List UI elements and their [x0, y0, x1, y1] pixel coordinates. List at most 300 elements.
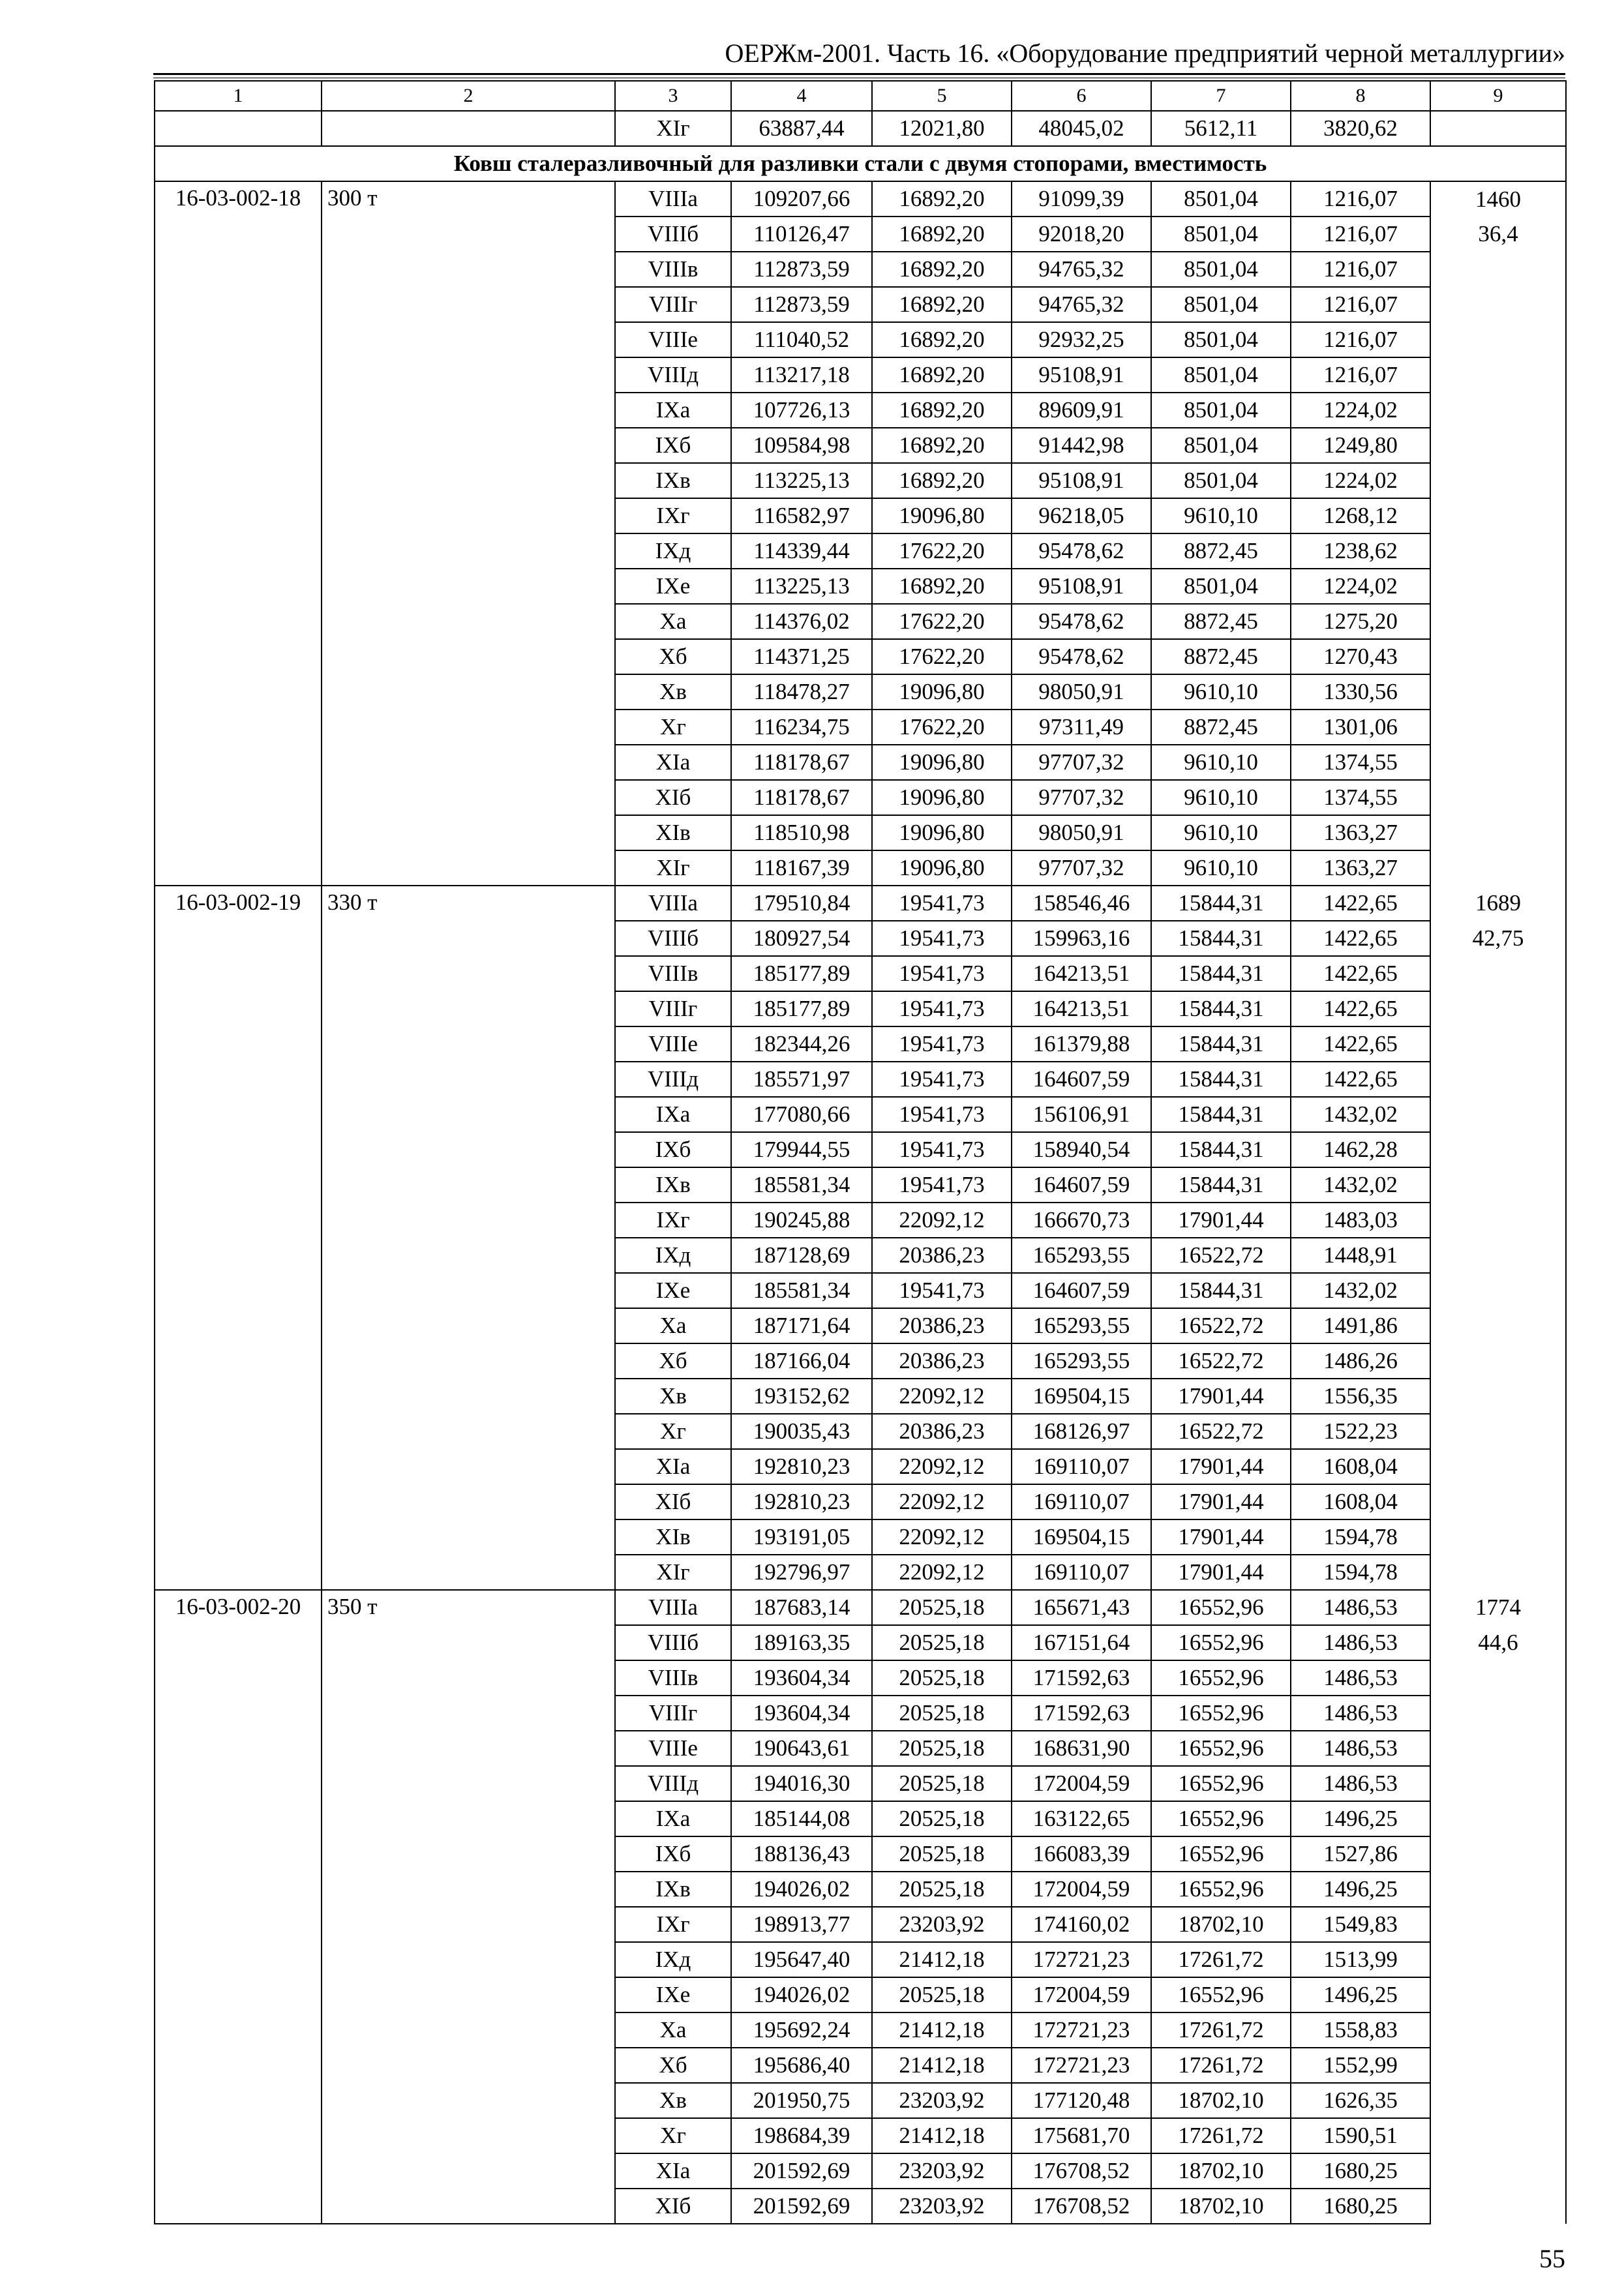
- region-cell: Xг: [615, 710, 731, 745]
- value-cell: 17622,20: [872, 710, 1012, 745]
- value-cell: 201950,75: [731, 2083, 872, 2118]
- value-cell: 16552,96: [1151, 1766, 1291, 1801]
- region-cell: VIIIе: [615, 1026, 731, 1062]
- region-cell: VIIIе: [615, 322, 731, 357]
- region-cell: Xб: [615, 639, 731, 674]
- value-cell: 158940,54: [1012, 1132, 1151, 1167]
- value-cell: 19096,80: [872, 745, 1012, 780]
- value-cell: 17261,72: [1151, 2118, 1291, 2153]
- value-cell: 167151,64: [1012, 1625, 1151, 1660]
- column-number-cell: 7: [1151, 81, 1291, 111]
- col9-cell: [1430, 1238, 1566, 1273]
- value-cell: 17261,72: [1151, 2012, 1291, 2048]
- value-cell: 15844,31: [1151, 1062, 1291, 1097]
- region-cell: IXв: [615, 1167, 731, 1203]
- col9-cell: [1430, 2048, 1566, 2083]
- value-cell: 8501,04: [1151, 252, 1291, 287]
- value-cell: 17622,20: [872, 639, 1012, 674]
- value-cell: 48045,02: [1012, 111, 1151, 146]
- value-cell: 19541,73: [872, 1273, 1012, 1308]
- region-cell: Xг: [615, 2118, 731, 2153]
- region-cell: IXе: [615, 569, 731, 604]
- col9-cell: [1430, 463, 1566, 498]
- value-cell: 8501,04: [1151, 428, 1291, 463]
- value-cell: 1432,02: [1291, 1097, 1430, 1132]
- value-cell: 165293,55: [1012, 1343, 1151, 1379]
- value-cell: 17901,44: [1151, 1379, 1291, 1414]
- col9-cell: [1430, 1203, 1566, 1238]
- value-cell: 1270,43: [1291, 639, 1430, 674]
- column-number-cell: 2: [322, 81, 615, 111]
- col9-cell: [1430, 604, 1566, 639]
- value-cell: 185177,89: [731, 991, 872, 1026]
- value-cell: 1558,83: [1291, 2012, 1430, 2048]
- region-cell: XIв: [615, 1519, 731, 1555]
- value-cell: 8501,04: [1151, 357, 1291, 393]
- value-cell: 113225,13: [731, 569, 872, 604]
- region-cell: Xа: [615, 604, 731, 639]
- region-cell: XIг: [615, 850, 731, 886]
- col9-cell: [1430, 1414, 1566, 1449]
- value-cell: 16892,20: [872, 463, 1012, 498]
- column-number-row: [155, 81, 1566, 111]
- value-cell: 176708,52: [1012, 2153, 1151, 2189]
- value-cell: 1680,25: [1291, 2189, 1430, 2224]
- value-cell: 194016,30: [731, 1766, 872, 1801]
- value-cell: 1608,04: [1291, 1449, 1430, 1484]
- region-cell: VIIIа: [615, 1590, 731, 1625]
- value-cell: 96218,05: [1012, 498, 1151, 533]
- value-cell: 1363,27: [1291, 850, 1430, 886]
- col9-cell: [1430, 1731, 1566, 1766]
- value-cell: 17622,20: [872, 604, 1012, 639]
- value-cell: 1486,53: [1291, 1590, 1430, 1625]
- value-cell: 159963,16: [1012, 921, 1151, 956]
- value-cell: 1422,65: [1291, 1062, 1430, 1097]
- value-cell: 19541,73: [872, 1062, 1012, 1097]
- value-cell: 114371,25: [731, 639, 872, 674]
- value-cell: 15844,31: [1151, 1097, 1291, 1132]
- col9-cell: [1430, 991, 1566, 1026]
- value-cell: 1301,06: [1291, 710, 1430, 745]
- value-cell: 19096,80: [872, 815, 1012, 850]
- value-cell: 1216,07: [1291, 252, 1430, 287]
- table-row: [155, 886, 1566, 921]
- value-cell: 18702,10: [1151, 2083, 1291, 2118]
- value-cell: 98050,91: [1012, 815, 1151, 850]
- value-cell: 118478,27: [731, 674, 872, 710]
- table-row: [155, 1590, 1566, 1625]
- value-cell: 16892,20: [872, 569, 1012, 604]
- value-cell: 113217,18: [731, 357, 872, 393]
- value-cell: 19541,73: [872, 991, 1012, 1026]
- value-cell: 9610,10: [1151, 745, 1291, 780]
- value-cell: 1522,23: [1291, 1414, 1430, 1449]
- col9-cell: [1430, 1519, 1566, 1555]
- value-cell: 20525,18: [872, 1872, 1012, 1907]
- col9-cell: [1430, 1942, 1566, 1977]
- value-cell: 107726,13: [731, 393, 872, 428]
- value-cell: 20525,18: [872, 1801, 1012, 1836]
- value-cell: 16892,20: [872, 428, 1012, 463]
- column-number-cell: 3: [615, 81, 731, 111]
- value-cell: 18702,10: [1151, 1907, 1291, 1942]
- value-cell: 1432,02: [1291, 1167, 1430, 1203]
- col9-cell: [1430, 815, 1566, 850]
- value-cell: 97707,32: [1012, 780, 1151, 815]
- value-cell: 185581,34: [731, 1273, 872, 1308]
- region-cell: XIб: [615, 2189, 731, 2224]
- value-cell: 166083,39: [1012, 1836, 1151, 1872]
- value-cell: 16552,96: [1151, 1731, 1291, 1766]
- value-cell: 174160,02: [1012, 1907, 1151, 1942]
- value-cell: 21412,18: [872, 2118, 1012, 2153]
- value-cell: 22092,12: [872, 1555, 1012, 1590]
- value-cell: 22092,12: [872, 1379, 1012, 1414]
- col9-cell: [1430, 1308, 1566, 1343]
- column-number-cell: 1: [155, 81, 322, 111]
- col9-cell: [1430, 533, 1566, 569]
- section-title-row: [155, 146, 1566, 181]
- value-cell: 19096,80: [872, 674, 1012, 710]
- value-cell: 1496,25: [1291, 1801, 1430, 1836]
- value-cell: 1491,86: [1291, 1308, 1430, 1343]
- col9-cell: [1430, 322, 1566, 357]
- value-cell: 1486,53: [1291, 1625, 1430, 1660]
- value-cell: 180927,54: [731, 921, 872, 956]
- region-cell: IXг: [615, 498, 731, 533]
- value-cell: 116582,97: [731, 498, 872, 533]
- col9-cell: [1430, 1977, 1566, 2012]
- value-cell: 1422,65: [1291, 921, 1430, 956]
- value-cell: 94765,32: [1012, 287, 1151, 322]
- value-cell: 1216,07: [1291, 287, 1430, 322]
- value-cell: 1374,55: [1291, 780, 1430, 815]
- value-cell: 16552,96: [1151, 1660, 1291, 1696]
- value-cell: 1552,99: [1291, 2048, 1430, 2083]
- value-cell: 1680,25: [1291, 2153, 1430, 2189]
- value-cell: 172721,23: [1012, 2048, 1151, 2083]
- value-cell: 172004,59: [1012, 1766, 1151, 1801]
- value-cell: 15844,31: [1151, 886, 1291, 921]
- value-cell: 16552,96: [1151, 1836, 1291, 1872]
- value-cell: 1496,25: [1291, 1872, 1430, 1907]
- value-cell: 92018,20: [1012, 217, 1151, 252]
- value-cell: 163122,65: [1012, 1801, 1151, 1836]
- value-cell: 161379,88: [1012, 1026, 1151, 1062]
- value-cell: 15844,31: [1151, 1026, 1291, 1062]
- value-cell: 16892,20: [872, 217, 1012, 252]
- value-cell: 21412,18: [872, 2048, 1012, 2083]
- col9-cell: [1430, 956, 1566, 991]
- value-cell: 3820,62: [1291, 111, 1430, 146]
- value-cell: 17261,72: [1151, 2048, 1291, 2083]
- value-cell: 16552,96: [1151, 1625, 1291, 1660]
- value-cell: 164607,59: [1012, 1273, 1151, 1308]
- value-cell: 194026,02: [731, 1872, 872, 1907]
- value-cell: 1462,28: [1291, 1132, 1430, 1167]
- region-cell: VIIIд: [615, 357, 731, 393]
- value-cell: 22092,12: [872, 1203, 1012, 1238]
- region-cell: XIа: [615, 745, 731, 780]
- col9-cell: 1460: [1430, 181, 1566, 217]
- value-cell: 97707,32: [1012, 850, 1151, 886]
- value-cell: 16892,20: [872, 322, 1012, 357]
- value-cell: 17261,72: [1151, 1942, 1291, 1977]
- value-cell: 20525,18: [872, 1590, 1012, 1625]
- value-cell: 16522,72: [1151, 1308, 1291, 1343]
- item-code: 16-03-002-20: [155, 1590, 322, 2224]
- value-cell: 8872,45: [1151, 639, 1291, 674]
- region-cell: VIIIб: [615, 217, 731, 252]
- value-cell: 16892,20: [872, 287, 1012, 322]
- page-number: 55: [1539, 2244, 1565, 2273]
- value-cell: 118178,67: [731, 745, 872, 780]
- col9-cell: [1430, 1766, 1566, 1801]
- value-cell: 19096,80: [872, 780, 1012, 815]
- region-cell: IXв: [615, 463, 731, 498]
- value-cell: 21412,18: [872, 1942, 1012, 1977]
- col9-cell: [1430, 287, 1566, 322]
- value-cell: 15844,31: [1151, 956, 1291, 991]
- value-cell: 20525,18: [872, 1731, 1012, 1766]
- region-cell: IXе: [615, 1273, 731, 1308]
- col9-cell: [1430, 2153, 1566, 2189]
- value-cell: 1448,91: [1291, 1238, 1430, 1273]
- col9-cell: [1430, 2118, 1566, 2153]
- region-cell: IXа: [615, 1097, 731, 1132]
- value-cell: 20525,18: [872, 1977, 1012, 2012]
- value-cell: 15844,31: [1151, 1167, 1291, 1203]
- item-name: 350 т: [322, 1590, 615, 2224]
- value-cell: 110126,47: [731, 217, 872, 252]
- value-cell: 20386,23: [872, 1308, 1012, 1343]
- item-name: 300 т: [322, 181, 615, 886]
- region-cell: VIIIб: [615, 921, 731, 956]
- value-cell: 165293,55: [1012, 1238, 1151, 1273]
- value-cell: 187128,69: [731, 1238, 872, 1273]
- document-header: ОЕРЖм-2001. Часть 16. «Оборудование предприятий черной металлургии»: [725, 38, 1565, 68]
- region-cell: Xа: [615, 1308, 731, 1343]
- value-cell: 20525,18: [872, 1696, 1012, 1731]
- value-cell: 195686,40: [731, 2048, 872, 2083]
- value-cell: 1594,78: [1291, 1519, 1430, 1555]
- value-cell: 15844,31: [1151, 921, 1291, 956]
- value-cell: 9610,10: [1151, 815, 1291, 850]
- value-cell: 195647,40: [731, 1942, 872, 1977]
- value-cell: 16552,96: [1151, 1872, 1291, 1907]
- value-cell: 109584,98: [731, 428, 872, 463]
- region-cell: VIIIб: [615, 1625, 731, 1660]
- value-cell: 9610,10: [1151, 498, 1291, 533]
- region-cell: XIа: [615, 2153, 731, 2189]
- col9-cell: 36,4: [1430, 217, 1566, 252]
- value-cell: 1422,65: [1291, 956, 1430, 991]
- value-cell: 118510,98: [731, 815, 872, 850]
- value-cell: 16892,20: [872, 357, 1012, 393]
- value-cell: 16892,20: [872, 393, 1012, 428]
- value-cell: 166670,73: [1012, 1203, 1151, 1238]
- value-cell: 15844,31: [1151, 1273, 1291, 1308]
- value-cell: 192810,23: [731, 1484, 872, 1519]
- region-cell: VIIIа: [615, 886, 731, 921]
- region-cell: IXг: [615, 1203, 731, 1238]
- value-cell: 16552,96: [1151, 1590, 1291, 1625]
- value-cell: 1590,51: [1291, 2118, 1430, 2153]
- value-cell: 164607,59: [1012, 1167, 1151, 1203]
- value-cell: 1496,25: [1291, 1977, 1430, 2012]
- value-cell: 198913,77: [731, 1907, 872, 1942]
- region-cell: VIIIд: [615, 1062, 731, 1097]
- col9-cell: [1430, 428, 1566, 463]
- value-cell: 190643,61: [731, 1731, 872, 1766]
- value-cell: 19541,73: [872, 1026, 1012, 1062]
- value-cell: 12021,80: [872, 111, 1012, 146]
- value-cell: 20525,18: [872, 1625, 1012, 1660]
- value-cell: 1549,83: [1291, 1907, 1430, 1942]
- value-cell: 18702,10: [1151, 2153, 1291, 2189]
- region-cell: Xг: [615, 1414, 731, 1449]
- value-cell: 16522,72: [1151, 1343, 1291, 1379]
- region-cell: VIIIг: [615, 1696, 731, 1731]
- value-cell: 19541,73: [872, 1097, 1012, 1132]
- value-cell: 16552,96: [1151, 1801, 1291, 1836]
- value-cell: 187166,04: [731, 1343, 872, 1379]
- value-cell: 1224,02: [1291, 569, 1430, 604]
- value-cell: 20525,18: [872, 1836, 1012, 1872]
- region-cell: IXб: [615, 428, 731, 463]
- value-cell: 198684,39: [731, 2118, 872, 2153]
- value-cell: 17901,44: [1151, 1484, 1291, 1519]
- value-cell: 1275,20: [1291, 604, 1430, 639]
- value-cell: 95478,62: [1012, 639, 1151, 674]
- value-cell: 114339,44: [731, 533, 872, 569]
- value-cell: 190035,43: [731, 1414, 872, 1449]
- value-cell: 1626,35: [1291, 2083, 1430, 2118]
- value-cell: 1216,07: [1291, 357, 1430, 393]
- value-cell: XIг: [615, 111, 731, 146]
- region-cell: VIIIа: [615, 181, 731, 217]
- value-cell: 193604,34: [731, 1696, 872, 1731]
- col9-cell: [1430, 1801, 1566, 1836]
- value-cell: 23203,92: [872, 1907, 1012, 1942]
- value-cell: 193604,34: [731, 1660, 872, 1696]
- value-cell: 118167,39: [731, 850, 872, 886]
- region-cell: VIIIд: [615, 1766, 731, 1801]
- value-cell: 1216,07: [1291, 322, 1430, 357]
- col9-cell: [1430, 1132, 1566, 1167]
- value-cell: 97311,49: [1012, 710, 1151, 745]
- value-cell: 158546,46: [1012, 886, 1151, 921]
- value-cell: 193191,05: [731, 1519, 872, 1555]
- header-rule: [153, 73, 1565, 78]
- region-cell: IXд: [615, 1942, 731, 1977]
- value-cell: 185571,97: [731, 1062, 872, 1097]
- value-cell: 1486,26: [1291, 1343, 1430, 1379]
- value-cell: 201592,69: [731, 2153, 872, 2189]
- value-cell: 171592,63: [1012, 1696, 1151, 1731]
- section-title: Ковш сталеразливочный для разливки стали с двумя стопорами, вместимость: [155, 146, 1566, 181]
- table-row: [155, 111, 1566, 146]
- value-cell: 1432,02: [1291, 1273, 1430, 1308]
- value-cell: 169110,07: [1012, 1449, 1151, 1484]
- value-cell: 1486,53: [1291, 1731, 1430, 1766]
- column-number-cell: 8: [1291, 81, 1430, 111]
- value-cell: 164607,59: [1012, 1062, 1151, 1097]
- value-cell: 187683,14: [731, 1590, 872, 1625]
- region-cell: Xв: [615, 674, 731, 710]
- value-cell: 164213,51: [1012, 956, 1151, 991]
- region-cell: XIа: [615, 1449, 731, 1484]
- value-cell: 17622,20: [872, 533, 1012, 569]
- value-cell: 23203,92: [872, 2153, 1012, 2189]
- col9-cell: [1430, 1660, 1566, 1696]
- column-number-cell: 5: [872, 81, 1012, 111]
- value-cell: 19541,73: [872, 1167, 1012, 1203]
- col9-cell: [1430, 780, 1566, 815]
- region-cell: XIб: [615, 780, 731, 815]
- value-cell: 1486,53: [1291, 1766, 1430, 1801]
- col9-cell: [1430, 1696, 1566, 1731]
- value-cell: 8501,04: [1151, 181, 1291, 217]
- value-cell: 20386,23: [872, 1238, 1012, 1273]
- value-cell: 17901,44: [1151, 1449, 1291, 1484]
- region-cell: IXб: [615, 1132, 731, 1167]
- value-cell: 19541,73: [872, 886, 1012, 921]
- value-cell: 8872,45: [1151, 604, 1291, 639]
- col9-cell: [1430, 2012, 1566, 2048]
- value-cell: 177080,66: [731, 1097, 872, 1132]
- value-cell: 177120,48: [1012, 2083, 1151, 2118]
- value-cell: 172721,23: [1012, 1942, 1151, 1977]
- col9-cell: [1430, 850, 1566, 886]
- value-cell: 16522,72: [1151, 1414, 1291, 1449]
- region-cell: IXе: [615, 1977, 731, 2012]
- col9-cell: [1430, 1449, 1566, 1484]
- col9-cell: [1430, 745, 1566, 780]
- col9-cell: [1430, 639, 1566, 674]
- col9-cell: [1430, 2083, 1566, 2118]
- value-cell: 169504,15: [1012, 1379, 1151, 1414]
- col9-cell: [1430, 111, 1566, 146]
- value-cell: 1216,07: [1291, 181, 1430, 217]
- region-cell: Xа: [615, 2012, 731, 2048]
- value-cell: 165293,55: [1012, 1308, 1151, 1343]
- value-cell: 168126,97: [1012, 1414, 1151, 1449]
- value-cell: 8501,04: [1151, 287, 1291, 322]
- value-cell: 182344,26: [731, 1026, 872, 1062]
- value-cell: 176708,52: [1012, 2189, 1151, 2224]
- value-cell: 1268,12: [1291, 498, 1430, 533]
- value-cell: 95108,91: [1012, 463, 1151, 498]
- region-cell: IXг: [615, 1907, 731, 1942]
- value-cell: 1330,56: [1291, 674, 1430, 710]
- value-cell: 187171,64: [731, 1308, 872, 1343]
- item-code: 16-03-002-19: [155, 886, 322, 1590]
- value-cell: 8501,04: [1151, 393, 1291, 428]
- col9-cell: 1774: [1430, 1590, 1566, 1625]
- value-cell: 17901,44: [1151, 1203, 1291, 1238]
- value-cell: 20525,18: [872, 1660, 1012, 1696]
- value-cell: 8872,45: [1151, 710, 1291, 745]
- value-cell: 97707,32: [1012, 745, 1151, 780]
- col9-cell: [1430, 498, 1566, 533]
- value-cell: 1216,07: [1291, 217, 1430, 252]
- region-cell: Xб: [615, 1343, 731, 1379]
- value-cell: 179944,55: [731, 1132, 872, 1167]
- value-cell: 23203,92: [872, 2189, 1012, 2224]
- value-cell: 172004,59: [1012, 1872, 1151, 1907]
